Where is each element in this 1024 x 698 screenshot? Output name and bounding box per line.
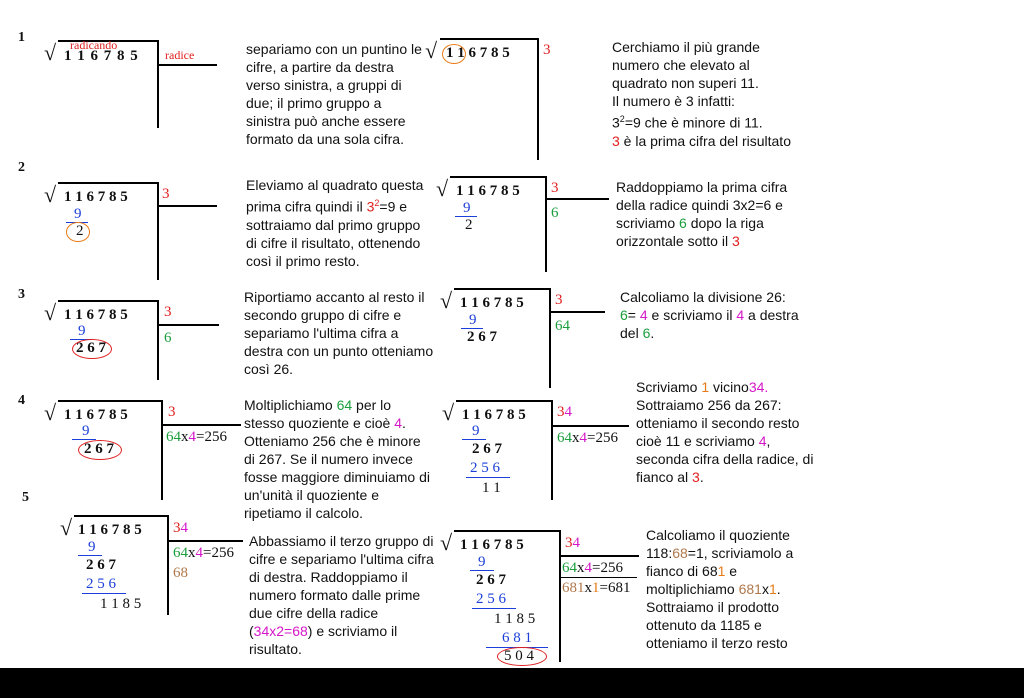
product-line: 64x4=256 bbox=[562, 560, 623, 576]
rest-1185: 1 1 8 5 bbox=[494, 611, 536, 627]
result-digit: 3 bbox=[555, 292, 563, 308]
rest-267: 2 6 7 bbox=[476, 572, 506, 588]
vertical-line bbox=[545, 176, 547, 272]
text-part: =9 che è minore di 11. bbox=[624, 114, 763, 131]
double-digit: 6 bbox=[551, 205, 559, 221]
text-part: ) e scriviamo il risultato. bbox=[249, 623, 398, 657]
text-part: 3 bbox=[692, 469, 700, 485]
step3b-text bbox=[620, 288, 800, 342]
horizontal-line bbox=[157, 324, 219, 326]
radical-bar bbox=[454, 530, 560, 532]
text-part: , seconda cifra della radice, di fianco al bbox=[636, 433, 814, 485]
text-part: 34x2=68 bbox=[253, 623, 308, 639]
step2b-text bbox=[616, 178, 806, 250]
horizontal-line bbox=[551, 425, 629, 427]
highlight-circle bbox=[442, 44, 466, 64]
horizontal-line bbox=[167, 540, 243, 542]
bottom-bar bbox=[0, 668, 1024, 698]
subtract-line bbox=[472, 608, 516, 609]
result-digits: 34 bbox=[557, 404, 572, 420]
text-part: 6 bbox=[620, 307, 628, 323]
horizontal-line bbox=[561, 577, 637, 578]
rest-267: 2 6 7 bbox=[472, 441, 502, 457]
text-part: 34. bbox=[748, 379, 769, 395]
radical-bar bbox=[456, 400, 552, 402]
horizontal-line bbox=[545, 198, 609, 200]
text-part: 681 bbox=[738, 581, 762, 597]
step4-text bbox=[244, 396, 434, 522]
text-part: =1, scriviamolo a fianco di 68 bbox=[646, 545, 794, 579]
radicand: 1 1 6 7 8 5 bbox=[64, 307, 128, 323]
result-digits: 34 bbox=[565, 535, 580, 551]
text-part: Il numero è 3 infatti: bbox=[612, 93, 735, 109]
rest-267: 2 6 7 bbox=[76, 340, 106, 356]
rest-267: 2 6 7 bbox=[467, 329, 497, 345]
root-sign-icon: √ bbox=[44, 400, 57, 425]
subtrahend-256: 2 5 6 bbox=[86, 576, 116, 592]
step-number: 4 bbox=[18, 393, 25, 408]
subtrahend-681: 6 8 1 bbox=[502, 630, 532, 646]
vertical-line bbox=[537, 38, 539, 160]
radical-bar bbox=[454, 288, 550, 290]
radicand: 1 1 6 7 8 5 bbox=[460, 295, 524, 311]
subtrahend-256: 2 5 6 bbox=[470, 460, 500, 476]
radical-bar bbox=[450, 176, 546, 178]
text-part: . Sottraiamo il prodotto ottenuto da 1185 e otteniamo il terzo resto bbox=[646, 581, 788, 651]
text-part: 64 bbox=[336, 397, 353, 413]
root-sign-icon: √ bbox=[44, 182, 57, 207]
text-part: e scriviamo il bbox=[647, 307, 737, 323]
third-rest: 5 0 4 bbox=[504, 648, 534, 664]
text-part: 6 bbox=[642, 325, 651, 341]
step-number: 3 bbox=[18, 287, 25, 302]
subtract-line bbox=[462, 439, 486, 440]
text-part: Eleviamo al quadrato questa prima cifra quindi il bbox=[246, 177, 424, 215]
highlight-circle bbox=[78, 440, 122, 460]
rest-267: 2 6 7 bbox=[84, 441, 114, 457]
text-part: è la prima cifra del risultato bbox=[619, 132, 791, 149]
step1-text: separiamo con un puntino le cifre, a partire da destra verso sinistra, a gruppi di due; il primo gruppo a sinistra può anche essere formato da una sola cifra. bbox=[246, 41, 422, 147]
text-part: 3x2=6 bbox=[732, 197, 772, 213]
vertical-line bbox=[157, 40, 159, 128]
text-part: Scriviamo bbox=[636, 379, 702, 395]
text-part: Raddoppiamo la prima cifra della radice quindi bbox=[616, 179, 788, 213]
radical-bar bbox=[440, 38, 538, 40]
text-part: x bbox=[761, 581, 769, 597]
square-value: 9 bbox=[82, 423, 90, 439]
step5-text bbox=[249, 532, 439, 658]
square-value: 9 bbox=[74, 206, 82, 222]
radical-bar bbox=[58, 182, 158, 184]
text-part: . bbox=[650, 325, 655, 341]
subtract-line bbox=[466, 477, 510, 478]
step1b-text: Cerchiamo il più grande numero che elevato al quadrato non superi 11. Il numero è 3 infatti: $3^2=9$ che è minore di 11. 3 è la prima cifra del risultato bbox=[612, 39, 791, 149]
text-part: Calcoliamo il quoziente 118: bbox=[646, 527, 790, 561]
text-part: per lo stesso quoziente e cioè bbox=[244, 397, 395, 431]
result-digit: 3 bbox=[551, 180, 559, 196]
text-part: e scriviamo bbox=[616, 197, 783, 231]
text-part: 3 bbox=[612, 114, 620, 131]
vertical-line bbox=[157, 182, 159, 280]
square-value: 9 bbox=[472, 423, 480, 439]
text-part: =9 e sottraiamo dal primo gruppo di cifre il risultato, ottenendo così il primo resto. bbox=[246, 198, 421, 269]
text-part: Abbassiamo il terzo gruppo di cifre e separiamo l'ultima cifra di destra. Raddoppiamo il numero formato dalle prime due cifre della radice ( bbox=[249, 533, 434, 639]
subtrahend-256: 2 5 6 bbox=[476, 591, 506, 607]
vertical-line bbox=[551, 400, 553, 500]
highlight-circle bbox=[66, 222, 90, 242]
text-part: 4 bbox=[758, 433, 767, 449]
radical-bar bbox=[58, 300, 158, 302]
product-line: 64x4=256 bbox=[173, 545, 234, 561]
highlight-circle bbox=[72, 339, 112, 359]
horizontal-line bbox=[161, 424, 241, 426]
radicand: 1 1 6 7 8 5 bbox=[78, 522, 142, 538]
text-part: dopo la riga orizzontale sotto il bbox=[616, 215, 764, 249]
vertical-line bbox=[161, 400, 163, 500]
root-sign-icon: √ bbox=[440, 530, 453, 555]
text-part: 1 bbox=[717, 563, 726, 579]
text-part: 3 bbox=[731, 233, 740, 249]
text-part: Calcoliamo la divisione 26: bbox=[620, 289, 786, 305]
first-rest: 2 bbox=[76, 223, 84, 239]
step-number: 2 bbox=[18, 160, 25, 175]
root-sign-icon: √ bbox=[436, 176, 449, 201]
text-part: vicino bbox=[709, 379, 749, 395]
text-part: = bbox=[627, 307, 640, 323]
radicand: 1 1 6 7 8 5 bbox=[64, 407, 128, 423]
text-part: a destra del bbox=[620, 307, 799, 341]
rest-1185: 1 1 8 5 bbox=[100, 596, 142, 612]
double-68: 68 bbox=[173, 565, 188, 581]
root-sign-icon: √ bbox=[442, 400, 455, 425]
step2-text: Eleviamo al quadrato questa prima cifra quindi il $3^2=9$ e sottraiamo dal primo gruppo di cifre il risultato, ottenendo così il primo resto. bbox=[246, 177, 424, 269]
text-part: 4 bbox=[639, 307, 648, 323]
product-line: 64x4=256 bbox=[557, 430, 618, 446]
text-part: 4 bbox=[394, 415, 403, 431]
vertical-line bbox=[167, 515, 169, 615]
radicand: 1 1 6 7 8 5 bbox=[64, 189, 128, 205]
subtract-line bbox=[82, 593, 126, 594]
text-part: e moltiplichiamo bbox=[646, 563, 739, 597]
radicand: 1 1 6 7 8 5 bbox=[446, 45, 510, 61]
radicand: 1 1 6 7 8 5 bbox=[456, 183, 520, 199]
product-line-681: 681x1=681 bbox=[562, 580, 631, 596]
result-digit: 3 bbox=[162, 186, 170, 202]
highlight-circle bbox=[497, 647, 547, 666]
text-part: Sottraiamo 256 da 267: otteniamo il secondo resto cioè 11 e scriviamo bbox=[636, 397, 800, 449]
radicand: 1 1 6 7 8 5 bbox=[462, 407, 526, 423]
vertical-line bbox=[549, 288, 551, 388]
step-number: 1 bbox=[18, 30, 25, 45]
result-digit: 3 bbox=[168, 404, 176, 420]
subtract-line bbox=[78, 555, 102, 556]
square-value: 9 bbox=[88, 539, 96, 555]
text-part: . Otteniamo 256 che è minore di 267. Se il numero invece fosse maggiore diminuiamo di un'unità il quoziente e ripetiamo il calcolo. bbox=[244, 415, 430, 521]
radice-label: radice bbox=[165, 48, 195, 62]
subtract-line bbox=[470, 570, 494, 571]
square-value: 9 bbox=[469, 312, 477, 328]
text-part: 1 bbox=[768, 581, 777, 597]
root-sign-icon: √ bbox=[44, 40, 57, 65]
square-value: 9 bbox=[463, 200, 471, 216]
step-number: 5 bbox=[22, 490, 29, 505]
text-part: 68 bbox=[672, 545, 688, 561]
text-part: 3 bbox=[612, 132, 620, 149]
step3-text: Riportiamo accanto al resto il secondo gruppo di cifre e separiamo l'ultima cifra a destra con un punto otteniamo così 26. bbox=[244, 289, 434, 377]
root-sign-icon: √ bbox=[44, 300, 57, 325]
double-digit: 6 bbox=[164, 330, 172, 346]
vertical-line bbox=[559, 530, 561, 662]
result-digit: 3 bbox=[164, 304, 172, 320]
product-line: 64x4=256 bbox=[166, 429, 227, 445]
text-part: Cerchiamo il più grande numero che elevato al quadrato non superi 11. bbox=[612, 39, 760, 91]
root-sign-icon: √ bbox=[425, 38, 438, 63]
text-part: 4 bbox=[736, 307, 745, 323]
vertical-line bbox=[157, 300, 159, 380]
double-digit: 64 bbox=[555, 318, 570, 334]
first-rest: 2 bbox=[465, 217, 473, 233]
text-part: 1 bbox=[701, 379, 710, 395]
text-part: Moltiplichiamo bbox=[244, 397, 337, 413]
radicand: 1 1 6 7 8 5 bbox=[64, 48, 139, 64]
radicando-label: radicando bbox=[70, 38, 118, 52]
second-rest: 1 1 bbox=[482, 480, 501, 496]
square-value: 9 bbox=[78, 323, 86, 339]
horizontal-line bbox=[559, 555, 639, 557]
radicand: 1 1 6 7 8 5 bbox=[460, 537, 524, 553]
square-value: 9 bbox=[478, 554, 486, 570]
result-digits: 34 bbox=[173, 520, 188, 536]
radical-bar bbox=[58, 400, 162, 402]
text-part: 6 bbox=[679, 215, 687, 231]
root-sign-icon: √ bbox=[440, 288, 453, 313]
root-sign-icon: √ bbox=[60, 515, 73, 540]
radical-bar bbox=[74, 515, 168, 517]
result-digit: 3 bbox=[543, 42, 551, 58]
horizontal-line bbox=[157, 205, 217, 207]
rest-267: 2 6 7 bbox=[86, 557, 116, 573]
text-part: . bbox=[699, 469, 704, 485]
step4b-text bbox=[636, 378, 816, 486]
text-part: 3 bbox=[366, 198, 375, 215]
horizontal-line bbox=[157, 64, 217, 66]
horizontal-line bbox=[549, 311, 605, 313]
step5b-text bbox=[646, 526, 818, 652]
